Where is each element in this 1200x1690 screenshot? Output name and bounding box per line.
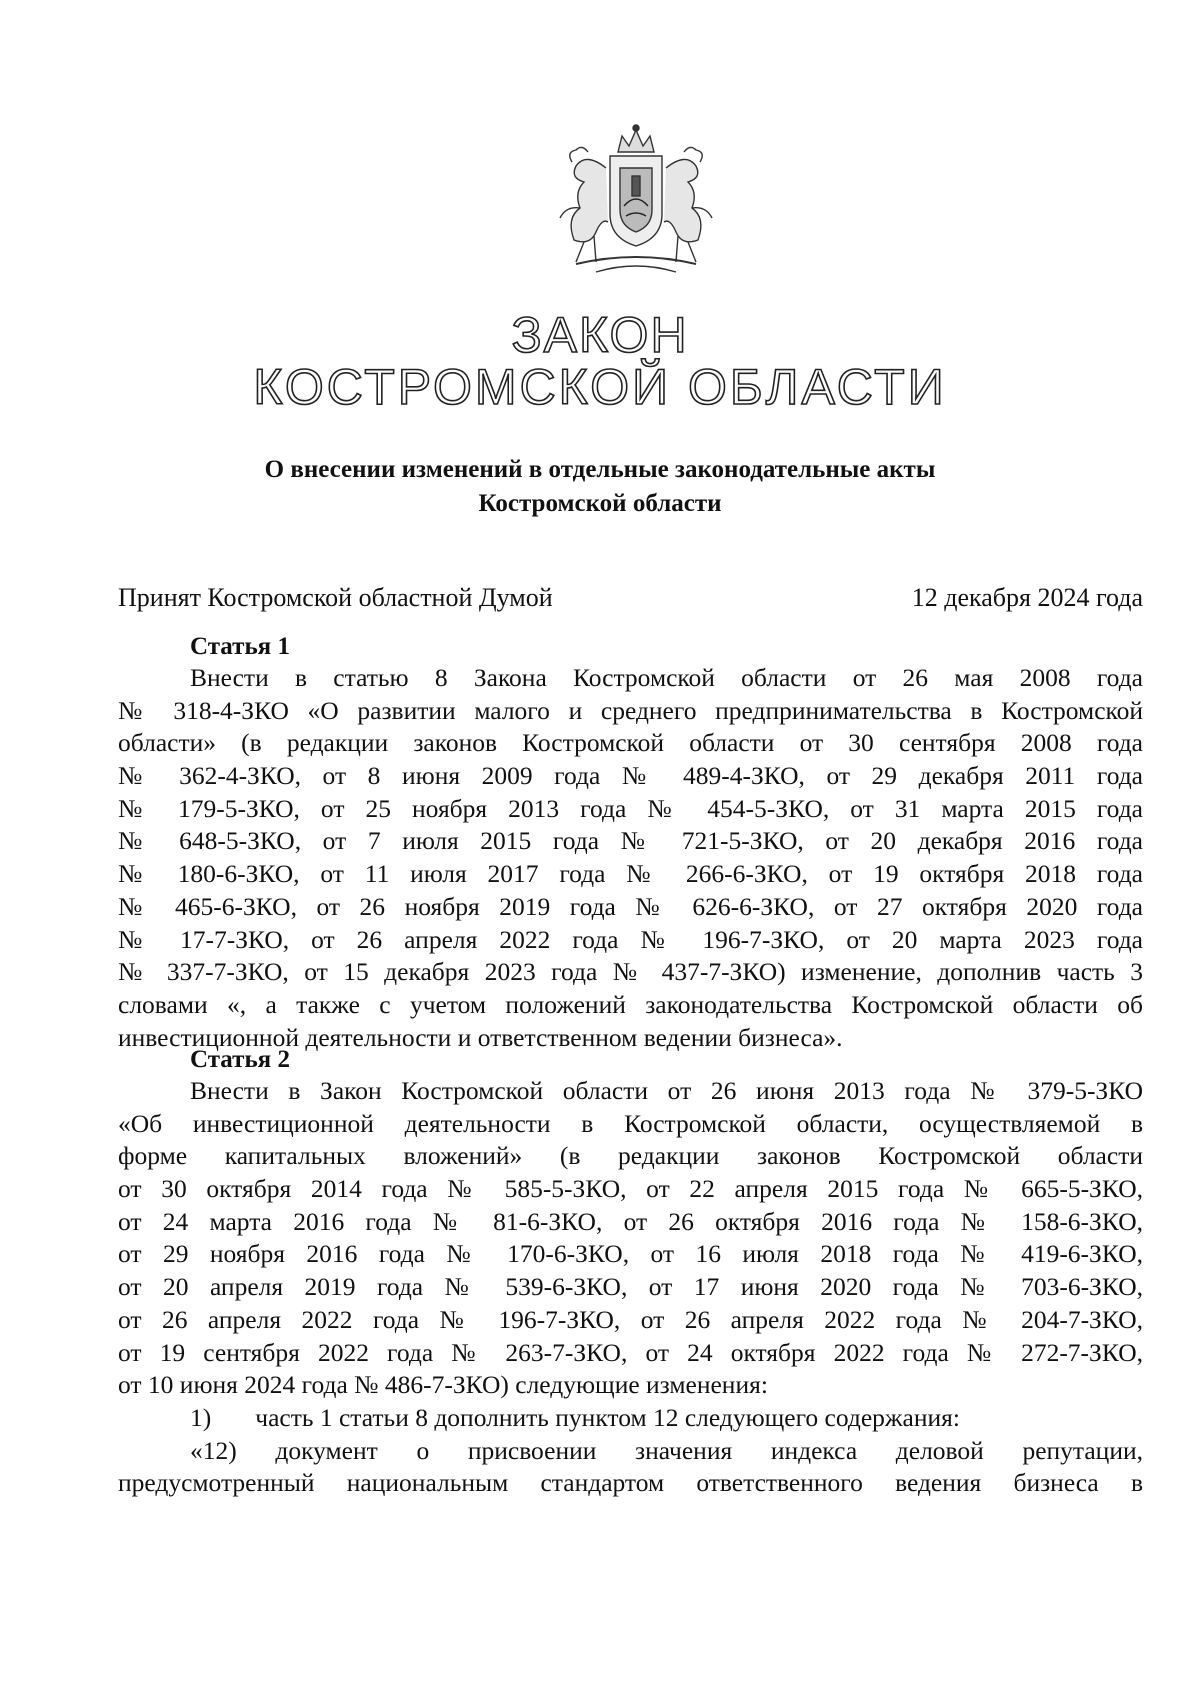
law-subject: [0, 453, 1200, 521]
article2-line: форме капитальных вложений» (в редакции законов Костромской области: [118, 1141, 1143, 1171]
article1-line: № 337-7-ЗКО, от 15 декабря 2023 года № 437-7-ЗКО) изменение, дополнив часть 3: [118, 957, 1143, 987]
quote-line: предусмотренный национальным стандартом ответственного ведения бизнеса в: [118, 1468, 1143, 1498]
article1-line: области» (в редакции законов Костромской области от 30 сентября 2008 года: [118, 728, 1143, 758]
article1-line: № 179-5-ЗКО, от 25 ноября 2013 года № 454-5-ЗКО, от 31 марта 2015 года: [118, 793, 1143, 823]
article1-heading: Статья 1: [190, 633, 290, 660]
article2-line: Внести в Закон Костромской области от 26 июня 2013 года № 379-5-ЗКО: [190, 1076, 1143, 1105]
law-subject-line2: Костромской области: [478, 490, 722, 517]
article1-line: словами «, а также с учетом положений законодательства Костромской области об: [118, 989, 1143, 1019]
article1-line: № 648-5-ЗКО, от 7 июля 2015 года № 721-5-ЗКО, от 20 декабря 2016 года: [118, 826, 1143, 856]
item1-number: 1): [190, 1402, 212, 1432]
article1-line: № 465-6-ЗКО, от 26 ноября 2019 года № 626-6-ЗКО, от 27 октября 2020 года: [118, 891, 1143, 921]
law-title-line2: КОСТРОМСКОЙ ОБЛАСТИ: [253, 359, 947, 415]
item1-text: часть 1 статьи 8 дополнить пунктом 12 следующего содержания:: [255, 1402, 960, 1432]
article1-line: Внести в статью 8 Закона Костромской области от 26 мая 2008 года: [190, 663, 1143, 692]
article1-line: № 318-4-ЗКО «О развитии малого и среднего предпринимательства в Костромской: [118, 695, 1143, 725]
article2-line: от 10 июня 2024 года № 486-7-ЗКО) следующие изменения:: [118, 1370, 768, 1400]
article2-line: от 20 апреля 2019 года № 539-6-ЗКО, от 17 июня 2020 года № 703-6-ЗКО,: [118, 1272, 1143, 1302]
article1-line: № 362-4-ЗКО, от 8 июня 2009 года № 489-4-ЗКО, от 29 декабря 2011 года: [118, 761, 1143, 791]
adoption-date: 12 декабря 2024 года: [911, 583, 1143, 612]
article1-line: инвестиционной деятельности и ответственном ведении бизнеса».: [118, 1022, 843, 1052]
article1-line: № 17-7-ЗКО, от 26 апреля 2022 года № 196-7-ЗКО, от 20 марта 2023 года: [118, 924, 1143, 954]
quote-line: «12) документ о присвоении значения индекса деловой репутации,: [190, 1435, 1143, 1465]
article2-line: от 24 марта 2016 года № 81-6-ЗКО, от 26 октября 2016 года № 158-6-ЗКО,: [118, 1206, 1143, 1236]
article2-line: от 30 октября 2014 года № 585-5-ЗКО, от 22 апреля 2015 года № 665-5-ЗКО,: [118, 1174, 1143, 1204]
adopted-by: Принят Костромской областной Думой: [118, 583, 553, 612]
law-title-line1: ЗАКОН: [511, 307, 689, 363]
article2-heading: Статья 2: [190, 1046, 290, 1073]
coat-of-arms-icon: [536, 122, 736, 282]
law-subject-line1: О внесении изменений в отдельные законодательные акты: [264, 456, 936, 483]
article2-line: от 26 апреля 2022 года № 196-7-ЗКО, от 26 апреля 2022 года № 204-7-ЗКО,: [118, 1304, 1143, 1334]
article2-line: от 19 сентября 2022 года № 263-7-ЗКО, от 24 октября 2022 года № 272-7-ЗКО,: [118, 1337, 1143, 1367]
article1-line: № 180-6-ЗКО, от 11 июля 2017 года № 266-6-ЗКО, от 19 октября 2018 года: [118, 859, 1143, 889]
article2-line: от 29 ноября 2016 года № 170-6-ЗКО, от 16 июля 2018 года № 419-6-ЗКО,: [118, 1239, 1143, 1269]
article2-text: [118, 1075, 1143, 1500]
article2-line: «Об инвестиционной деятельности в Костромской области, осуществляемой в: [118, 1108, 1143, 1138]
article2-item1: [118, 1402, 1143, 1435]
article1-text: [118, 662, 1143, 1054]
